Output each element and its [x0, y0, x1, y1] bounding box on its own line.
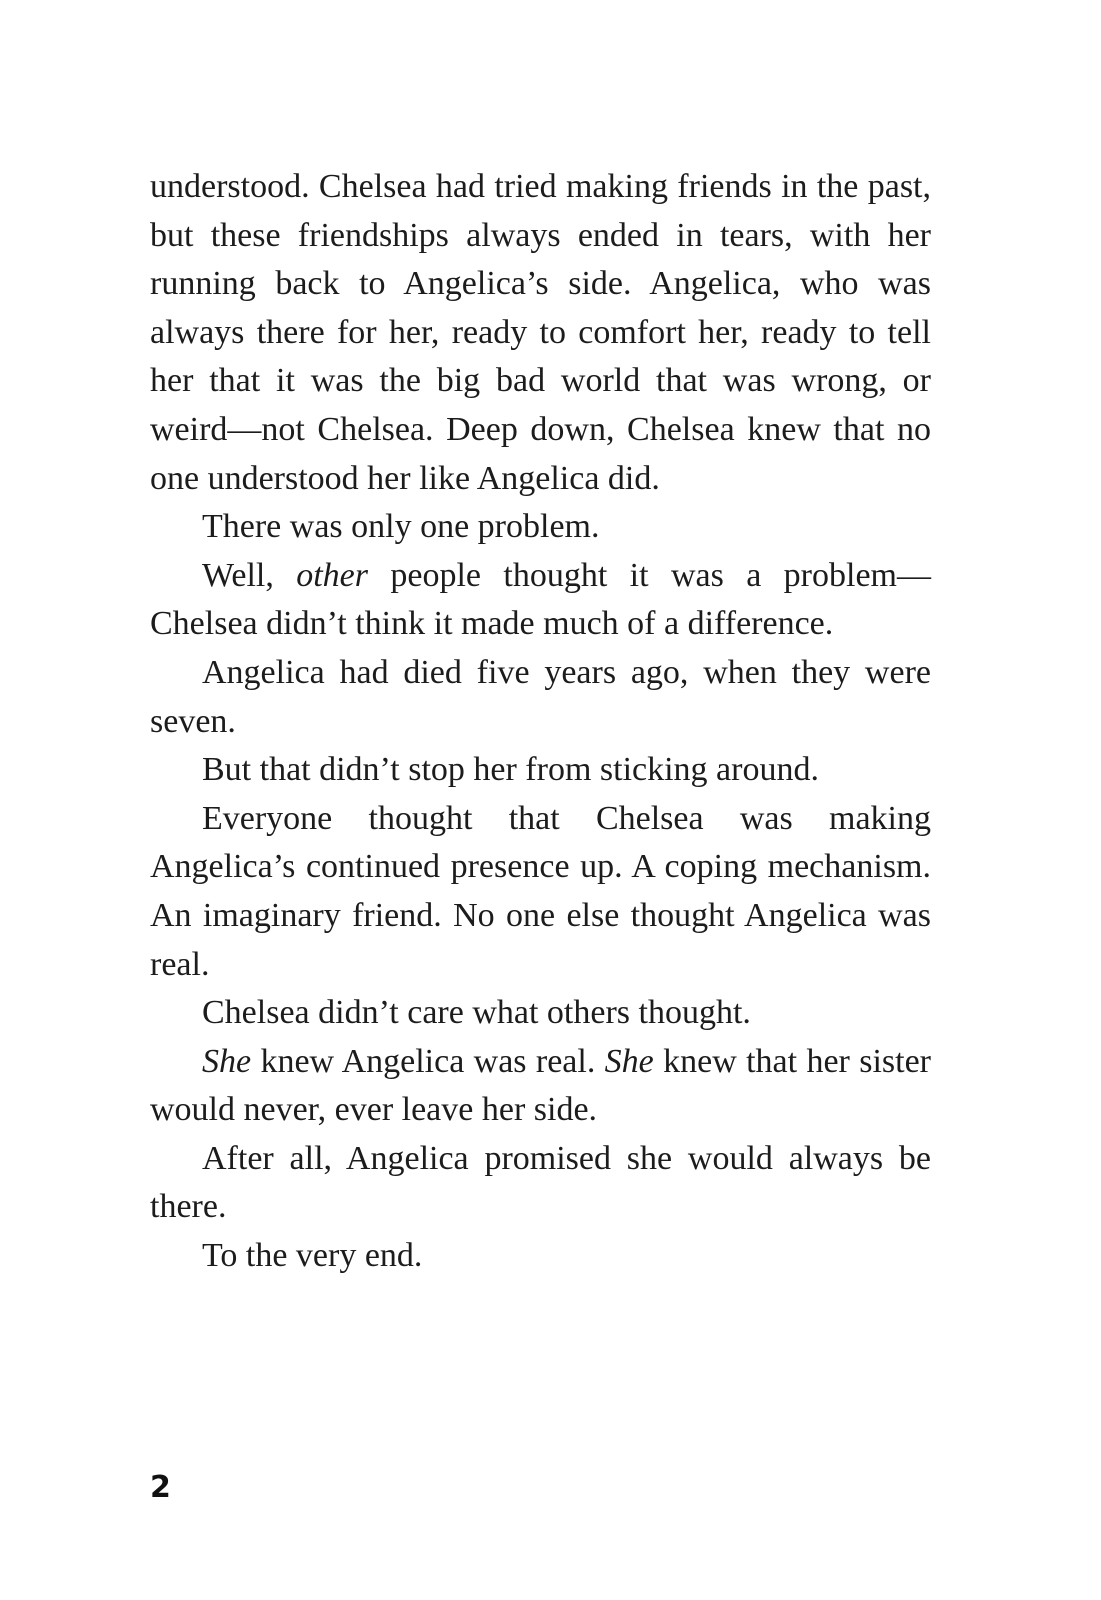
paragraph [150, 989, 931, 1038]
paragraph [150, 746, 931, 795]
paragraph [150, 163, 931, 503]
paragraph [150, 1135, 931, 1232]
text-run: knew Angelica was real. [251, 1042, 605, 1080]
italic-text-run: She [202, 1042, 252, 1080]
paragraph [150, 649, 931, 746]
text-run: Angelica had died five years ago, when they were seven. [150, 653, 931, 740]
page-number: 2 [150, 1470, 171, 1505]
text-run: knew that her sister would never, ever leave her side. [150, 1042, 931, 1129]
text-run: Chelsea didn’t care what others thought. [202, 994, 751, 1032]
text-run: To the very end. [202, 1237, 423, 1275]
paragraph [150, 1038, 931, 1135]
italic-text-run: other [296, 556, 369, 594]
italic-text-run: She [604, 1042, 654, 1080]
text-run: Everyone thought that Chelsea was making Angelica’s continued presence up. A coping mechanism. An imaginary friend. No one else thought Angelica was real. [150, 799, 931, 983]
paragraph [150, 552, 931, 649]
text-run: After all, Angelica promised she would always be there. [150, 1139, 931, 1226]
page-body [150, 163, 931, 1281]
text-run: people thought it was a problem— Chelsea didn’t think it made much of a difference. [150, 556, 931, 643]
paragraph [150, 795, 931, 989]
paragraph [150, 503, 931, 552]
text-run: There was only one problem. [202, 508, 600, 546]
text-run: But that didn’t stop her from sticking around. [202, 751, 819, 789]
text-run: Well, [202, 556, 297, 594]
paragraph [150, 1232, 931, 1281]
text-run: understood. Chelsea had tried making friends in the past, but these friendships always ended in tears, with her running back to Angelica’s side. Angelica, who was always there for her, ready to comfort her, ready to tell her that it was the big bad world that was wrong, or weird—not Chelsea. Deep down, Chelsea knew that no one understood her like Angelica did. [150, 168, 931, 497]
